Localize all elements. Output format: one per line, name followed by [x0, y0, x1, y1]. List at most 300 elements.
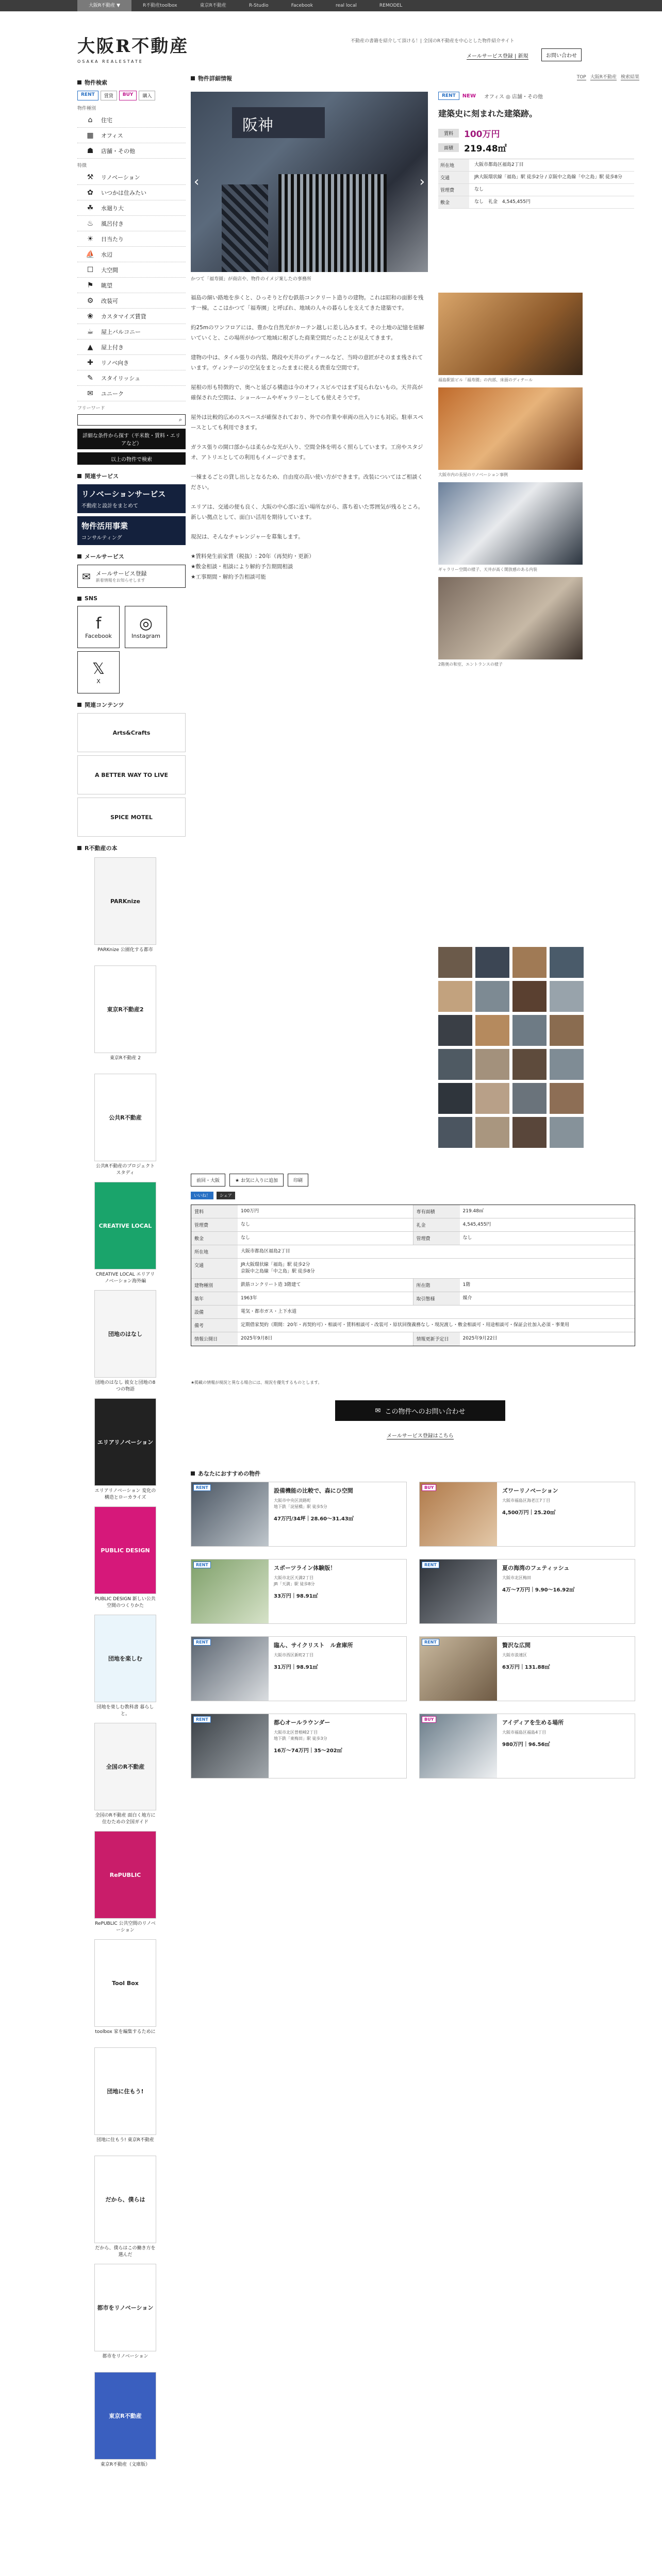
spec-key: 敷金	[191, 1232, 238, 1245]
thumbnail[interactable]	[550, 1117, 584, 1148]
feature-item-label: 水辺	[101, 251, 112, 258]
property-badges	[438, 92, 543, 100]
feature-item[interactable]	[77, 231, 186, 247]
info-value: JR大阪環状線「福島」駅 徒歩2分 / 京阪中之島線「中之島」駅 徒歩8分	[474, 175, 622, 180]
thumbnail[interactable]	[512, 947, 547, 978]
spec-value: 電気・都市ガス・上下水道	[241, 1309, 297, 1314]
book-title: CREATIVE LOCAL エリアリノベーション海外編	[95, 1272, 155, 1284]
recommendation-photo	[191, 1560, 269, 1623]
feature-item[interactable]	[77, 262, 186, 278]
share-button[interactable]: シェア	[217, 1192, 235, 1199]
type-label: 物件種別	[77, 106, 96, 111]
summary-table	[438, 159, 634, 209]
breadcrumb	[573, 73, 639, 80]
recommendation-text	[269, 1714, 406, 1778]
recommendation-text	[497, 1714, 635, 1778]
recommendation-address: 大阪市福島区海老江7丁目	[502, 1498, 551, 1503]
recommendation-tag: RENT	[193, 1562, 211, 1568]
feature-item-icon: ❀	[87, 312, 93, 320]
recommendation-price: 16万〜74万円｜35〜202㎡	[274, 1748, 342, 1754]
recommendation-text	[497, 1560, 635, 1623]
search-heading: 物件検索	[77, 78, 186, 87]
spec-key: 備考	[191, 1319, 238, 1332]
sns-icon: ◎	[139, 614, 153, 633]
rent-badge: RENT	[438, 92, 459, 100]
spec-key: 礼金	[413, 1218, 460, 1231]
site-logo[interactable]	[77, 32, 189, 64]
recommendation-title: 都心オールラウンダー	[274, 1719, 330, 1726]
book-item[interactable]	[94, 1398, 156, 1501]
new-badge: NEW	[462, 93, 476, 99]
recommendation-photo	[420, 1714, 497, 1778]
spec-value: 定期借家契約（期間：20年・再契約可）・相談可・賃料相談可・改装可・原状回復義務なし・現況渡し・敷金相談可・用途相談可・保証会社加入必須・事業用	[241, 1323, 569, 1328]
feature-item-label: 風呂付き	[101, 220, 124, 227]
sns-row	[77, 606, 186, 648]
detail-heading: 物件詳細情報	[191, 74, 639, 82]
property-title: 建築史に刻まれた建築跡。	[438, 109, 538, 118]
topnav-item[interactable]: REMODEL	[379, 3, 403, 8]
feature-item[interactable]	[77, 247, 186, 262]
thumbnail[interactable]	[438, 1117, 472, 1148]
related-link[interactable]: Arts&Crafts	[77, 713, 186, 752]
header-contact-button[interactable]: お問い合わせ	[541, 48, 582, 61]
thumbnail[interactable]	[475, 981, 509, 1012]
books-heading: R不動産の本	[77, 844, 186, 852]
type-item-label: オフィス	[101, 132, 123, 139]
recommendation-price: 980万円｜96.56㎡	[502, 1742, 550, 1748]
spec-key: 取引態様	[413, 1292, 460, 1305]
info-key: 敷金	[438, 196, 469, 208]
top-nav	[0, 0, 662, 11]
search-tag[interactable]: 購入	[139, 91, 155, 100]
hero-caption: かつて「福寿園」が商店や、物件のイメジ案したの事務所	[191, 277, 311, 282]
book-title: PARKnize 公園化する都市	[97, 947, 153, 953]
mail-icon: ✉	[375, 1406, 381, 1415]
recommendation-tag: RENT	[193, 1484, 211, 1491]
book-item[interactable]	[94, 1290, 156, 1393]
feature-item[interactable]	[77, 200, 186, 216]
spec-key: 建物種別	[191, 1279, 238, 1292]
recommendation-photo	[420, 1482, 497, 1546]
recommendation-address: 大阪市福島区福島4丁目	[502, 1730, 547, 1735]
topnav-item[interactable]: Facebook	[291, 3, 313, 8]
recommendation-title: 設備機能の比較で、森にひ空間	[274, 1487, 353, 1494]
info-key: 所在地	[438, 159, 469, 171]
feature-item[interactable]	[77, 185, 186, 200]
info-row	[438, 196, 634, 209]
recommendation-text	[269, 1482, 406, 1546]
sns-label: Facebook	[85, 632, 112, 639]
recommendation-title: 臨ん、サイクリスト ル倉庫所	[274, 1642, 353, 1649]
renovation-banner[interactable]: リノベーションサービス 不動産と設計をまとめて	[77, 484, 186, 513]
type-item[interactable]	[77, 128, 186, 143]
spec-value: 鉄筋コンクリート造 3階建て	[238, 1279, 413, 1292]
book-item[interactable]	[94, 1831, 156, 1934]
action-button[interactable]: 前回・大阪	[191, 1174, 225, 1187]
recommendation-card[interactable]	[419, 1714, 635, 1778]
feature-item[interactable]	[77, 340, 186, 355]
recommendation-price: 63万円｜131.88㎡	[502, 1665, 550, 1670]
search-tag[interactable]: RENT	[77, 91, 98, 100]
spec-value: なし	[462, 1235, 472, 1241]
feature-item[interactable]	[77, 386, 186, 401]
recommendation-price: 4万〜7万円｜9.90〜16.92㎡	[502, 1587, 575, 1593]
chevron-right-icon[interactable]: ›	[419, 174, 425, 190]
sns-icon: f	[95, 614, 102, 633]
thumbnail[interactable]	[512, 981, 547, 1012]
recommendation-text	[269, 1560, 406, 1623]
recommendation-tag: BUY	[422, 1484, 436, 1491]
mail-service-link[interactable]: メールサービス登録はこちら	[387, 1431, 454, 1439]
book-title: 団地のはなし 彼女と団地の8つの物語	[95, 1380, 156, 1392]
book-title: PUBLIC DESIGN 新しい公共空間のつくりかた	[95, 1597, 156, 1608]
book-item[interactable]	[94, 1723, 156, 1826]
book-title: 公共R不動産のプロジェクトスタディ	[95, 1164, 155, 1176]
topnav-item[interactable]: 東京R不動産	[200, 3, 226, 8]
feature-item-label: 大空間	[101, 266, 118, 274]
photo-caption: 2階奥の和室、エントランスの様子	[438, 662, 503, 667]
sns-button[interactable]	[77, 651, 120, 693]
recommendation-tag: RENT	[193, 1716, 211, 1723]
feature-item[interactable]	[77, 293, 186, 309]
book-cover: エリアリノベーション	[94, 1398, 156, 1486]
info-value: 大阪市都島区福島2丁目	[474, 162, 524, 167]
thumbnail-grid	[438, 947, 634, 1148]
description-paragraph: 屋外は比較的広めのスペースが確保されており、外での作業や車両の出入りにも対応。駐車スペースとしても利用できます。	[191, 414, 423, 431]
spec-row	[191, 1279, 635, 1292]
price-row: 賃料 100万円	[438, 127, 634, 140]
recommendation-photo	[191, 1637, 269, 1701]
feature-item[interactable]	[77, 370, 186, 386]
photo-caption: ギャラリー空間の様子、天井が高く開放感のある内装	[438, 567, 537, 572]
spec-row	[191, 1245, 635, 1259]
spec-key: 管理費	[413, 1232, 460, 1245]
feature-item-icon: ♨	[87, 219, 94, 228]
related-link[interactable]: A BETTER WAY TO LIVE	[77, 755, 186, 794]
feature-item[interactable]	[77, 355, 186, 370]
related-list	[77, 713, 186, 837]
thumbnail[interactable]	[438, 1083, 472, 1114]
book-cover: 都市をリノベーション	[94, 2264, 156, 2351]
action-row	[191, 1174, 308, 1187]
feature-item-icon: ⚒	[87, 173, 94, 181]
topnav-item[interactable]: R不動産toolbox	[143, 3, 177, 8]
book-item[interactable]	[94, 2264, 156, 2367]
recommendation-card[interactable]	[419, 1559, 635, 1624]
thumbnail[interactable]	[512, 1083, 547, 1114]
description	[191, 293, 428, 591]
recommendation-card[interactable]	[191, 1482, 407, 1547]
hero-sign: 阪神	[232, 107, 325, 138]
recommendation-title: 夏の海湾のフェティッシュ	[502, 1565, 570, 1571]
recommendation-address: 大阪市北区天満2丁目 JR「天満」駅 徒歩8分	[274, 1575, 315, 1586]
topnav-item[interactable]: real local	[336, 3, 357, 8]
action-button[interactable]: ★ お気に入りに追加	[229, 1174, 284, 1187]
book-item[interactable]	[94, 2372, 156, 2475]
thumbnail[interactable]	[550, 981, 584, 1012]
past-search-button[interactable]: 以上の物件で検索	[77, 452, 186, 465]
property-type: オフィス ◎ 店舗・その他	[484, 94, 543, 100]
spec-key: 専有面積	[413, 1205, 460, 1218]
detail-search-button[interactable]: 詳細な条件から探す（平米数・賃料・エリアなど）	[77, 429, 186, 449]
feature-item-icon: ▲	[87, 343, 93, 351]
book-title: 団地に住もう! 東京R不動産	[96, 2138, 154, 2143]
breadcrumb-item[interactable]: 検索結果	[620, 75, 639, 80]
mail-heading: メールサービス	[77, 552, 186, 561]
recommendation-card[interactable]	[419, 1636, 635, 1701]
photo-caption: 福島駅前ビル「福寿園」の内部、床面のディテール	[438, 378, 533, 382]
feature-item[interactable]	[77, 170, 186, 185]
book-cover: 団地を楽しむ	[94, 1615, 156, 1702]
hero-photo[interactable]	[191, 92, 428, 272]
description-paragraph: 福島の細い路地を歩くと、ひっそりと佇む鉄筋コンクリート造りの建物。これは昭和の面影を残す一棟。ここはかつて「福寿園」と呼ばれ、地域の人々の暮らしを支えてきた建築です。	[191, 295, 424, 311]
consulting-banner[interactable]: 物件活用事業 コンサルティング	[77, 516, 186, 545]
book-item[interactable]	[94, 1506, 156, 1609]
property-photo[interactable]	[438, 577, 583, 667]
spec-key: 所在階	[413, 1279, 460, 1292]
book-title: 団地を楽しむ教科書 暮らしと。	[96, 1705, 154, 1717]
keyword-input[interactable]	[77, 414, 186, 426]
sns-heading: SNS	[77, 595, 186, 602]
feature-item[interactable]	[77, 309, 186, 324]
recommendation-price: 4,500万円｜25.20㎡	[502, 1510, 556, 1516]
share-row	[191, 1192, 235, 1199]
spec-value: JR大阪環状線「福島」駅 徒歩2分 京阪中之島線「中之島」駅 徒歩8分	[241, 1262, 315, 1274]
spec-key: 交通	[191, 1259, 238, 1278]
thumbnail[interactable]	[475, 1083, 509, 1114]
recommendation-photo	[420, 1637, 497, 1701]
spec-row	[191, 1306, 635, 1319]
feature-item-label: 屋上付き	[101, 344, 124, 351]
book-item[interactable]	[94, 1939, 156, 2042]
recommendation-tag: BUY	[422, 1716, 436, 1723]
spec-value: 媒介	[462, 1296, 472, 1301]
feature-item-label: スタイリッシュ	[101, 375, 141, 382]
feature-item-label: 日当たり	[101, 235, 124, 243]
book-cover: 東京R不動産	[94, 2372, 156, 2460]
spec-value: 4,545,455円	[462, 1222, 491, 1227]
search-tag[interactable]: 賃貸	[101, 91, 117, 100]
recommendation-address: 大阪市北区梅田	[502, 1575, 531, 1580]
thumbnail[interactable]	[475, 947, 509, 978]
recommendation-tag: RENT	[422, 1562, 439, 1568]
spec-value: 1階	[462, 1282, 471, 1287]
book-cover: 団地のはなし	[94, 1290, 156, 1378]
recommendation-text	[497, 1637, 635, 1701]
type-list	[77, 112, 186, 159]
thumbnail[interactable]	[512, 1015, 547, 1046]
breadcrumb-item[interactable]: 大阪R不動産	[590, 75, 617, 80]
description-paragraph: 建物の中は、タイル張りの内装、階段や天井のディテールなど、当時の意匠がそのまま残されています。ヴィンテージの空気をまとったままに使える貴重な空間です。	[191, 354, 423, 371]
feature-item-icon: ⛵	[86, 250, 95, 259]
thumbnail[interactable]	[475, 1117, 509, 1148]
book-item[interactable]	[94, 857, 156, 960]
book-title: だから、僕らはこの働き方を選んだ	[95, 2246, 156, 2258]
spec-value: なし	[238, 1232, 413, 1245]
recommendations	[191, 1462, 635, 1778]
search-icon[interactable]: ⌕	[178, 416, 182, 423]
feature-item-icon: ✉	[87, 389, 93, 398]
thumbnail[interactable]	[512, 1049, 547, 1080]
feature-item-icon: ☕	[87, 327, 94, 336]
feature-item-icon: ☀	[87, 234, 94, 243]
recommendation-photo	[420, 1560, 497, 1623]
book-item[interactable]	[94, 1074, 156, 1177]
feature-item-icon: ✿	[87, 188, 93, 197]
thumbnail[interactable]	[438, 1049, 472, 1080]
breadcrumb-item[interactable]: TOP	[576, 75, 586, 80]
book-cover: RePUBLIC	[94, 1831, 156, 1919]
type-item-icon: ☗	[87, 146, 94, 155]
feature-item[interactable]	[77, 278, 186, 293]
feature-item-label: リノベーション	[101, 174, 140, 181]
thumbnail[interactable]	[550, 947, 584, 978]
book-title: toolbox 家を編集するために	[95, 2029, 156, 2035]
related-link[interactable]: SPICE MOTEL	[77, 798, 186, 837]
contact-button[interactable]: ✉ この物件へのお問い合わせ	[335, 1400, 505, 1421]
thumbnail[interactable]	[475, 1049, 509, 1080]
feature-item[interactable]	[77, 216, 186, 231]
type-item-icon: ⌂	[88, 115, 93, 124]
recommendation-title: スポーツライン体験版！	[274, 1565, 336, 1571]
search-tag[interactable]: BUY	[119, 91, 137, 100]
feature-item-label: カスタマイズ賃貸	[101, 313, 146, 320]
recommendation-card[interactable]	[191, 1559, 407, 1624]
description-paragraph: エリアは、交通の便も良く、大阪の中心部に近い場所ながら、落ち着いた雰囲気が残るところ。新しい拠点として、面白い活用を期待しています。	[191, 504, 424, 520]
photo-caption: 大阪市内の長屋のリノベーション事例	[438, 472, 508, 477]
header-mail-link[interactable]: メールサービス登録 | 新規	[467, 52, 528, 60]
recommendation-photo	[191, 1714, 269, 1778]
recommendation-card[interactable]	[191, 1636, 407, 1701]
book-cover: 公共R不動産	[94, 1074, 156, 1161]
description-paragraph: ★賃料発生前家賃（税抜）: 20年（再契約・更新） ★敷金相談・相談により解約予告期間相談 ★工事期間・解約予告相談可能	[191, 553, 315, 580]
info-key: 交通	[438, 172, 469, 183]
share-button[interactable]: いいね！	[191, 1192, 213, 1199]
feature-item-label: 眺望	[101, 282, 112, 289]
sns-row-2	[77, 651, 186, 693]
area-row: 面積 219.48㎡	[438, 141, 634, 154]
spec-key: 賃料	[191, 1205, 238, 1218]
thumbnail[interactable]	[475, 1015, 509, 1046]
sidebar	[77, 71, 186, 2475]
recommendation-tag: RENT	[193, 1639, 211, 1646]
recommendation-title: ズワーリノベーション	[502, 1487, 558, 1494]
search-tags	[77, 91, 186, 100]
description-paragraph: ガラス張りの開口部からは柔らかな光が入り、空間全体を明るく照らしています。工房やスタジオ、アトリエとしての利用もイメージできます。	[191, 444, 423, 461]
spec-key: 管理費	[191, 1218, 238, 1231]
spec-key: 情報更新予定日	[413, 1332, 460, 1346]
price-value: 100万円	[464, 129, 500, 140]
description-paragraph: 屋根の形も特徴的で、奥へと延びる構造は今のオフィスビルではまず見られないもの。天井高が確保された空間は、ショールームやギャラリーとしても使えそうです。	[191, 384, 423, 401]
feature-item-icon: ⚑	[87, 281, 94, 290]
recommendation-card[interactable]	[191, 1714, 407, 1778]
recommendation-address: 大阪市中央区淡路町 地下鉄「淀屋橋」駅 徒歩5分	[274, 1498, 327, 1509]
recommendation-title: アイディアを生める場所	[502, 1719, 564, 1726]
description-paragraph: 一棟まるごとの貸し出しとなるため、自由度の高い使い方ができます。改装についてはご相談ください。	[191, 474, 423, 490]
mail-icon: ✉	[82, 570, 91, 583]
spec-value: 2025年9月8日	[238, 1332, 413, 1346]
photo-column	[438, 293, 634, 672]
info-row	[438, 184, 634, 196]
spec-key: 築年	[191, 1292, 238, 1305]
thumbnail[interactable]	[550, 1015, 584, 1046]
property-photo[interactable]	[438, 482, 583, 572]
topnav-item[interactable]: R-Studio	[249, 3, 269, 8]
recommendation-card[interactable]	[419, 1482, 635, 1547]
feature-item-label: リノベ向き	[101, 359, 129, 366]
feature-label: 特徴	[77, 163, 87, 168]
info-row	[438, 159, 634, 172]
recommendation-price: 47万円/34坪｜28.60〜31.43㎡	[274, 1516, 354, 1522]
book-cover: だから、僕らは	[94, 2156, 156, 2243]
chevron-left-icon[interactable]: ‹	[194, 174, 200, 190]
area-value: 219.48㎡	[464, 144, 507, 154]
property-photo[interactable]	[438, 387, 583, 477]
book-item[interactable]	[94, 965, 156, 1069]
spec-value: 2025年9月22日	[462, 1336, 498, 1341]
thumbnail[interactable]	[512, 1117, 547, 1148]
feature-item-label: 屋上バルコニー	[101, 328, 141, 335]
feature-item-label: 改装可	[101, 297, 118, 304]
feature-item-icon: ☐	[87, 265, 94, 274]
recommendation-text	[269, 1637, 406, 1701]
book-cover: CREATIVE LOCAL	[94, 1182, 156, 1269]
property-photo[interactable]	[438, 293, 583, 382]
logo-subtext: OSAKA REALESTATE	[77, 59, 143, 64]
spec-value: なし	[238, 1218, 413, 1231]
spec-row	[191, 1232, 635, 1245]
book-cover: 東京R不動産2	[94, 965, 156, 1053]
topnav-item[interactable]: 大阪R不動産 ▼	[77, 0, 131, 11]
feature-item-label: ユニーク	[101, 390, 124, 397]
recommendation-price: 33万円｜98.91㎡	[274, 1594, 318, 1599]
mail-service-button[interactable]: ✉ メールサービス登録 新着情報をお知らせします	[77, 565, 186, 588]
book-item[interactable]	[94, 2156, 156, 2259]
thumbnail[interactable]	[550, 1049, 584, 1080]
hero-door-right	[278, 174, 387, 272]
book-title: RePUBLIC 公共空間のリノベーション	[95, 1921, 156, 1933]
book-cover: 全国のR不動産	[94, 1723, 156, 1810]
spec-value: 1963年	[238, 1292, 413, 1305]
sns-button[interactable]	[125, 606, 167, 648]
recommendation-address: 大阪市北区曽根崎2丁目 地下鉄「東梅田」駅 徒歩3分	[274, 1730, 327, 1741]
sns-button[interactable]	[77, 606, 120, 648]
book-title: 東京R不動産 2	[110, 1056, 141, 1061]
book-cover: Tool Box	[94, 1939, 156, 2027]
feature-item[interactable]	[77, 324, 186, 340]
sns-label: X	[96, 677, 101, 685]
book-item[interactable]	[94, 2047, 156, 2150]
recommendation-title: 贅沢な広間	[502, 1642, 531, 1649]
type-item[interactable]	[77, 143, 186, 159]
thumbnail[interactable]	[438, 981, 472, 1012]
thumbnail[interactable]	[438, 1015, 472, 1046]
book-item[interactable]	[94, 1182, 156, 1285]
book-item[interactable]	[94, 1615, 156, 1718]
thumbnail[interactable]	[438, 947, 472, 978]
spec-value: 大阪市都島区福島2丁目	[241, 1249, 290, 1254]
thumbnail[interactable]	[550, 1083, 584, 1114]
info-key: 管理費	[438, 184, 469, 196]
spec-value: 219.48㎡	[462, 1209, 484, 1214]
type-item[interactable]	[77, 112, 186, 128]
action-button[interactable]: 印刷	[288, 1174, 308, 1187]
spec-row	[191, 1205, 635, 1218]
spec-value: 100万円	[238, 1205, 413, 1218]
sns-label: Instagram	[131, 632, 160, 639]
feature-item-label: いつかは住みたい	[101, 189, 146, 196]
recs-grid	[191, 1482, 635, 1778]
